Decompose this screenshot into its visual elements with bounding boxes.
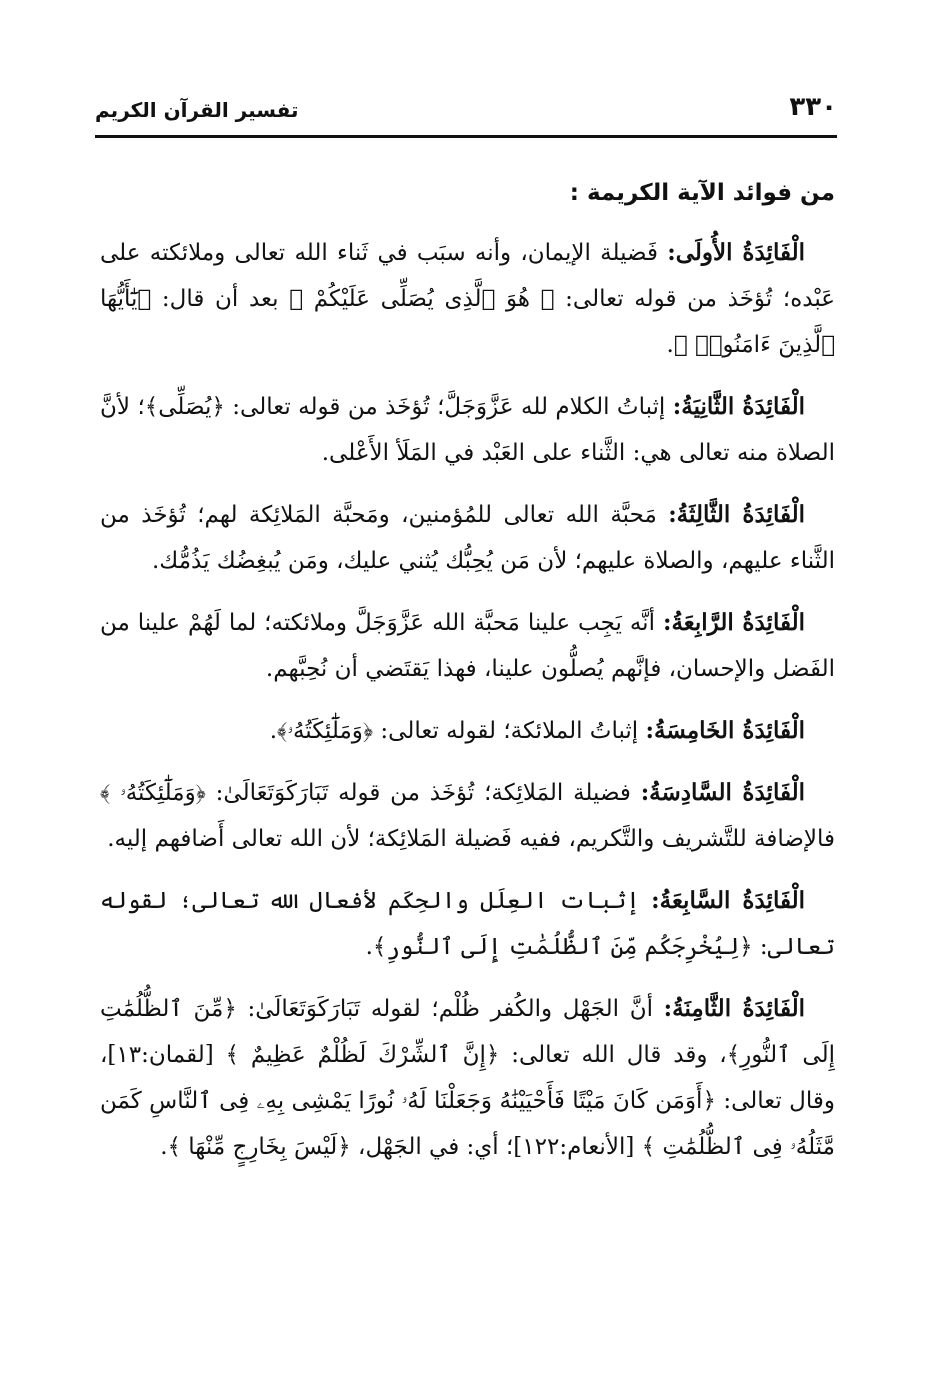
benefit-label: الْفَائِدَةُ السَّادِسَةُ:: [640, 779, 805, 806]
running-title: تفسير القرآن الكريم: [95, 98, 299, 122]
benefit-paragraph: [100, 770, 835, 862]
page-number: ٣٣٠: [789, 92, 837, 122]
benefit-text: مَحبَّة الله تعالى للمُؤمنين، ومَحبَّة المَلائِكة لهم؛ تُؤخَذ من الثَّناء عليهم، والصلاة عليهم؛ لأن مَن يُحِبُّك يُثني عليك، ومَن يُبغِضُك يَذُمُّك.: [100, 502, 835, 574]
page-header: [95, 88, 837, 132]
benefit-paragraph: [100, 492, 835, 584]
benefit-text: إثبات العِلَل والحِكَم لأفعال الله تعالى؛ لقوله تعالى: ﴿لِيُخْرِجَكُم مِّنَ ٱلظُّلُمَٰتِ إِلَى ٱلنُّورِ﴾.: [100, 888, 835, 960]
benefit-paragraph: [100, 986, 835, 1170]
benefit-label: الْفَائِدَةُ الثَّالِثَةُ:: [668, 501, 805, 528]
page-body: [100, 170, 835, 1186]
section-heading: من فوائد الآية الكريمة :: [569, 180, 835, 206]
benefit-text: إثباتُ الكلام لله عَزَّوَجَلَّ؛ تُؤخَذ من قوله تعالى: ﴿يُصَلِّى﴾؛ لأنَّ الصلاة منه تعالى هي: الثَّناء على العَبْد في المَلَأ الأَعْلى.: [100, 394, 835, 466]
benefit-paragraph: [100, 878, 835, 970]
benefit-paragraph: [100, 708, 835, 754]
benefit-paragraph: [100, 384, 835, 476]
benefit-text: أنَّه يَجِب علينا مَحبَّة الله عَزَّوَجَلَّ وملائكته؛ لما لَهُمْ علينا من الفَضل والإحسان، فإنَّهم يُصلُّون علينا، فهذا يَقتَضي أن نُحِبَّهم.: [100, 610, 835, 682]
benefit-label: الْفَائِدَةُ الخَامِسَةُ:: [645, 717, 805, 744]
benefit-label: الْفَائِدَةُ الرَّابِعَةُ:: [662, 609, 805, 636]
benefit-text: أنَّ الجَهْل والكُفر ظُلْم؛ لقوله تَبَارَكَوَتَعَالَىٰ: ﴿مِّنَ ٱلظُّلُمَٰتِ إِلَى ٱلنُّورِ﴾، وقد قال الله تعالى: ﴿إِنَّ ٱلشِّرْكَ لَظُلْمٌ عَظِيمٌ ﴾ [لقمان:١٣]، وقال تعالى: ﴿أَوَمَن كَانَ مَيْتًا فَأَحْيَيْنَٰهُ وَجَعَلْنَا لَهُۥ نُورًا يَمْشِى بِهِۦ فِى ٱلنَّاسِ كَمَن مَّثَلُهُۥ فِى ٱلظُّلُمَٰتِ ﴾ [الأنعام:١٢٢]؛ أي: في الجَهْل، ﴿لَيْسَ بِخَارِجٍ مِّنْهَا ﴾.: [100, 996, 835, 1160]
benefit-text: فَضيلة الإيمان، وأنه سبَب في ثَناء الله تعالى وملائكته على عَبْده؛ تُؤخَذ من قوله تعالى: ﴿ هُوَ ٱلَّذِى يُصَلِّى عَلَيْكُمْ ﴾ بعد أن قال: ﴿يَٰٓأَيُّهَا ٱلَّذِينَ ءَامَنُوا۟ ﴾.: [100, 240, 835, 358]
benefit-label: الْفَائِدَةُ الثَّانِيَةُ:: [672, 393, 805, 420]
benefit-label: الْفَائِدَةُ الأُولَى:: [667, 239, 805, 266]
benefit-paragraph: [100, 230, 835, 368]
header-rule: [95, 135, 837, 138]
benefit-text: فضيلة المَلائِكة؛ تُؤخَذ من قوله تَبَارَكَوَتَعَالَىٰ: ﴿وَمَلَٰٓئِكَتُهُۥ ﴾ فالإضافة للتَّشريف والتَّكريم، ففيه فَضيلة المَلائِكة؛ لأن الله تعالى أَضافهم إليه.: [100, 780, 835, 852]
benefit-label: الْفَائِدَةُ الثَّامِنَةُ:: [663, 995, 806, 1022]
benefit-paragraph: [100, 600, 835, 692]
benefit-label: الْفَائِدَةُ السَّابِعَةُ:: [651, 887, 805, 914]
benefit-text: إثباتُ الملائكة؛ لقوله تعالى: ﴿وَمَلَٰٓئِكَتُهُۥ﴾.: [269, 718, 646, 744]
